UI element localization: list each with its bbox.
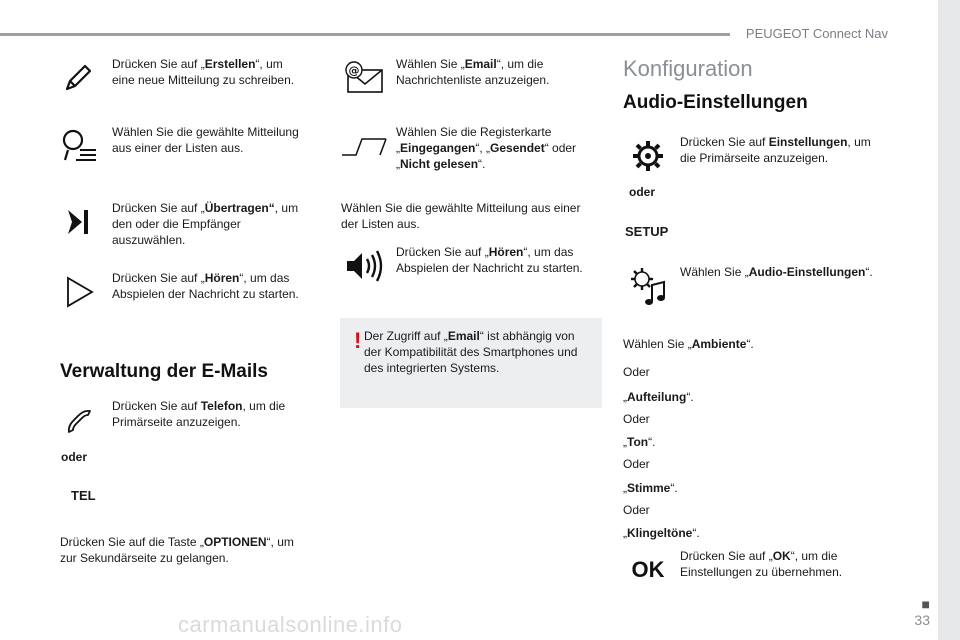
note-box — [340, 318, 602, 408]
header-title: PEUGEOT Connect Nav — [745, 26, 888, 41]
email-icon — [338, 56, 390, 100]
tel-button-label: TEL — [71, 488, 96, 503]
header-rule — [0, 33, 730, 36]
watermark: carmanualsonline.info — [178, 612, 403, 637]
tab-icon — [338, 124, 390, 168]
heading-verwaltung: Verwaltung der E-Mails — [60, 361, 268, 382]
section-title-konfiguration: Konfiguration — [623, 56, 753, 81]
oder-label-2: oder — [629, 185, 656, 199]
setup-button-label: SETUP — [625, 224, 669, 239]
pencil-icon — [52, 56, 104, 100]
step-register — [338, 124, 586, 172]
step-hoeren-text: Drücken Sie auf „Hören“, um das Abspielen der Nachricht zu starten. — [112, 271, 299, 301]
oder-4: Oder — [623, 503, 650, 517]
step-audio-text: Wählen Sie „Audio-Einstellungen“. — [680, 265, 873, 279]
page-number: 33 — [914, 612, 930, 628]
step-register-text: Wählen Sie die Registerkarte „Eingegangen“, „Gesendet“ oder „Nicht gelesen“. — [396, 125, 577, 171]
note-text: Der Zugriff auf „Email“ ist abhängig von der Kompatibilität des Smartphones und des integrierten Systems. — [364, 329, 578, 375]
speaker-icon — [338, 244, 390, 288]
step-email-text: Wählen Sie „Email“, um die Nachrichtenliste anzuzeigen. — [396, 57, 550, 87]
step-waehlen-liste — [52, 124, 308, 168]
step-ok-text: Drücken Sie auf „OK“, um die Einstellungen zu übernehmen. — [680, 549, 843, 579]
ambiente-text: Wählen Sie „Ambiente“. — [623, 337, 754, 351]
step-einstellungen — [622, 134, 880, 178]
step-hoeren — [52, 270, 308, 314]
oder-3: Oder — [623, 457, 650, 471]
play-icon — [52, 270, 104, 314]
list-search-icon — [52, 124, 104, 168]
ok-button-label — [622, 548, 674, 592]
step-uebertragen-text: Drücken Sie auf „Übertragen“, um den oder die Empfänger auszuwählen. — [112, 201, 299, 247]
step-email — [338, 56, 586, 100]
klingeltoene-text: „Klingeltöne“. — [623, 526, 700, 540]
stimme-text: „Stimme“. — [623, 481, 678, 495]
gear-icon — [622, 134, 674, 178]
ok-glyph: OK — [631, 557, 665, 582]
phone-icon — [52, 398, 104, 442]
col2-waehlen-liste-text: Wählen Sie die gewählte Mitteilung aus einer der Listen aus. — [341, 201, 581, 231]
forward-arrow-icon — [52, 200, 104, 244]
step-waehlen-liste-text: Wählen Sie die gewählte Mitteilung aus einer der Listen aus. — [112, 125, 299, 155]
aufteilung-text: „Aufteilung“. — [623, 390, 694, 404]
ton-text: „Ton“. — [623, 435, 656, 449]
page-side-strip — [938, 0, 960, 640]
step-ok — [622, 548, 880, 592]
step-telefon — [52, 398, 302, 442]
oder-2: Oder — [623, 412, 650, 426]
step-hoeren-2-text: Drücken Sie auf „Hören“, um das Abspielen der Nachricht zu starten. — [396, 245, 583, 275]
warning-icon: ! — [354, 328, 362, 353]
step-audio — [622, 262, 880, 312]
gear-music-icon — [622, 262, 674, 312]
step-einstellungen-text: Drücken Sie auf Einstellungen, um die Primärseite anzuzeigen. — [680, 135, 871, 165]
oder-1: Oder — [623, 365, 650, 379]
page-marker: ■ — [921, 596, 930, 612]
heading-audio-einstellungen: Audio-Einstellungen — [623, 92, 808, 113]
oder-label: oder — [61, 450, 88, 464]
step-erstellen-text: Drücken Sie auf „Erstellen“, um eine neue Mitteilung zu schreiben. — [112, 57, 295, 87]
step-uebertragen — [52, 200, 302, 248]
step-erstellen — [52, 56, 302, 100]
svg-text:@: @ — [348, 64, 360, 77]
step-hoeren-2 — [338, 244, 592, 288]
step-telefon-text: Drücken Sie auf Telefon, um die Primärseite anzuzeigen. — [112, 399, 286, 429]
step-optionen-text: Drücken Sie auf die Taste „OPTIONEN“, um zur Sekundärseite zu gelangen. — [60, 535, 294, 565]
